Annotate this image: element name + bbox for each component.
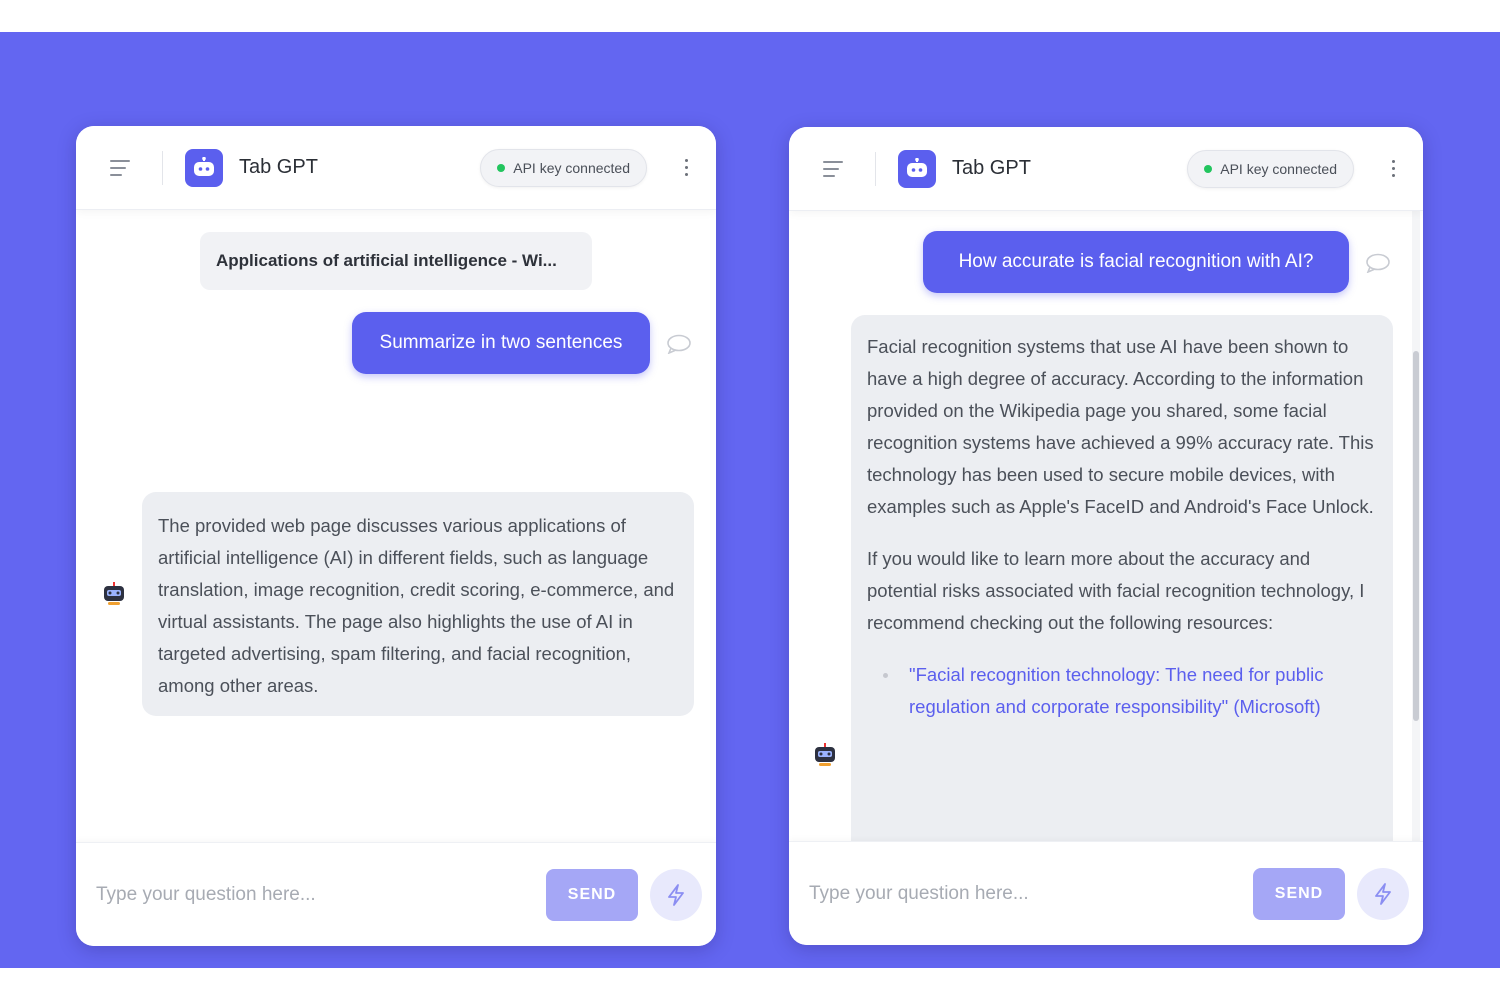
speech-bubble-icon[interactable] (1365, 253, 1391, 273)
input-bar (789, 841, 1423, 945)
robot-logo-icon (898, 150, 936, 188)
resource-link[interactable]: "Facial recognition technology: The need for public regulation and corporate responsibility" (Microsoft) (867, 659, 1377, 723)
assistant-message (142, 492, 694, 716)
tabgpt-panel-right (789, 127, 1423, 945)
assistant-message-text: The provided web page discusses various applications of artificial intelligence (AI) in different fields, such as language translation, image recognition, credit scoring, e-commerce, and virtual assistants. The page also highlights the use of AI in targeted advertising, spam filtering, and facial recognition, among other areas. (158, 515, 675, 696)
bot-avatar-icon (811, 741, 839, 769)
tabgpt-panel-left (76, 126, 716, 946)
question-input[interactable] (96, 870, 546, 920)
bot-avatar-icon (100, 580, 128, 608)
more-vertical-icon[interactable] (1386, 156, 1401, 181)
assistant-paragraph-2: If you would like to learn more about the accuracy and potential risks associated with facial recognition technology, I recommend checking out the following resources: (867, 548, 1365, 633)
panel-header (789, 127, 1423, 211)
header-divider (875, 152, 876, 186)
app-title: Tab GPT (239, 156, 318, 178)
page-context-chip[interactable]: Applications of artificial intelligence - Wi... (200, 232, 592, 290)
user-message: Summarize in two sentences (352, 312, 650, 374)
menu-icon[interactable] (110, 160, 132, 176)
menu-icon[interactable] (823, 161, 845, 177)
status-dot-icon (1204, 165, 1212, 173)
chat-area (76, 210, 716, 842)
assistant-paragraph-1: Facial recognition systems that use AI have been shown to have a high degree of accuracy. According to the information provided on the Wikipedia page you shared, some facial recognition systems have achieved a 99% accuracy rate. This technology has been used to secure mobile devices, with examples such as Apple's FaceID and Android's Face Unlock. (867, 336, 1374, 517)
send-button[interactable]: SEND (1253, 868, 1345, 920)
api-status-text: API key connected (513, 159, 630, 176)
speech-bubble-icon[interactable] (666, 334, 692, 354)
api-status-badge (480, 149, 647, 187)
api-status-text: API key connected (1220, 160, 1337, 177)
more-vertical-icon[interactable] (679, 155, 694, 180)
page-background (0, 32, 1500, 968)
header-divider (162, 151, 163, 185)
send-button[interactable]: SEND (546, 869, 638, 921)
panel-header (76, 126, 716, 210)
user-message: How accurate is facial recognition with AI? (923, 231, 1349, 293)
lightning-bolt-icon[interactable] (1357, 868, 1409, 920)
app-title: Tab GPT (952, 157, 1031, 179)
question-input[interactable] (809, 869, 1253, 919)
assistant-message (851, 315, 1393, 843)
chat-area (789, 211, 1423, 843)
resource-list (867, 659, 1377, 723)
robot-logo-icon (185, 149, 223, 187)
status-dot-icon (497, 164, 505, 172)
chat-scrollbar[interactable] (1412, 211, 1420, 843)
input-bar (76, 842, 716, 946)
api-status-badge (1187, 150, 1354, 188)
scrollbar-thumb[interactable] (1413, 351, 1419, 721)
lightning-bolt-icon[interactable] (650, 869, 702, 921)
